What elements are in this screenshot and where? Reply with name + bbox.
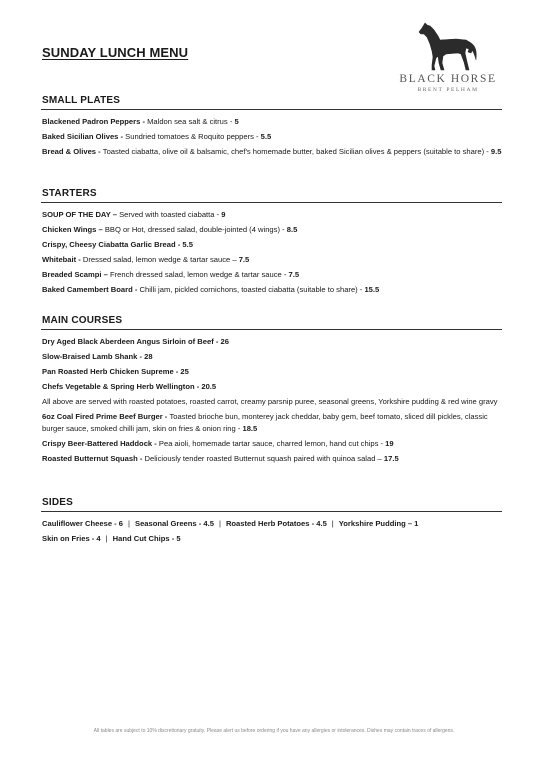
item-description: Dressed salad, lemon wedge & tartar sauce – bbox=[82, 255, 239, 264]
menu-item bbox=[42, 438, 502, 450]
item-price: 28 bbox=[144, 352, 153, 361]
main-courses-list bbox=[41, 330, 502, 464]
section-small-plates bbox=[41, 95, 502, 161]
menu-item bbox=[42, 131, 502, 143]
menu-item bbox=[42, 146, 502, 158]
side-item: Seasonal Greens - 4.5 bbox=[135, 519, 214, 528]
menu-item bbox=[42, 116, 502, 128]
menu-item bbox=[42, 254, 502, 266]
section-starters bbox=[41, 188, 502, 299]
footer-disclaimer: All tables are subject to 10% discretionary gratuity. Please alert us before ordering if you have any allergies or intolerances. Dishes may contain traces of allergens. bbox=[93, 728, 455, 734]
item-description: Pea aioli, homemade tartar sauce, charred lemon, hand cut chips - bbox=[158, 438, 386, 448]
item-name: Baked Camembert Board - bbox=[42, 285, 140, 294]
menu-item bbox=[42, 239, 502, 251]
logo-subtitle: BRENT PELHAM bbox=[417, 87, 479, 93]
menu-item bbox=[42, 366, 502, 378]
item-price: 8.5 bbox=[286, 225, 298, 234]
sides-list bbox=[41, 512, 502, 545]
item-description: Toasted brioche bun, monterey jack cheddar, baby gem, beef tomato, sliced dill pickles, classic burger sauce, smoked chilli jam, skin on fries & onion ring - bbox=[42, 412, 488, 433]
item-name: Blackened Padron Peppers - bbox=[42, 117, 148, 126]
side-item: Cauliflower Cheese - 6 bbox=[42, 519, 124, 528]
side-item: Yorkshire Pudding – 1 bbox=[338, 519, 419, 528]
menu-item bbox=[42, 209, 502, 221]
side-item: Skin on Fries - 4 bbox=[42, 534, 101, 543]
item-name: 6oz Coal Fired Prime Beef Burger - bbox=[42, 412, 170, 421]
item-price: 5.5 bbox=[260, 132, 272, 141]
item-name: Baked Sicilian Olives - bbox=[42, 132, 126, 141]
item-name: Slow-Braised Lamb Shank - bbox=[42, 352, 145, 361]
item-price: 7.5 bbox=[238, 255, 250, 264]
section-title: SMALL PLATES bbox=[41, 95, 502, 110]
side-item: Roasted Herb Potatoes - 4.5 bbox=[225, 519, 327, 528]
item-name: Chicken Wings – bbox=[42, 225, 105, 234]
item-name: Roasted Butternut Squash - bbox=[42, 453, 145, 463]
item-description: Served with toasted ciabatta - bbox=[119, 210, 222, 219]
item-price: 25 bbox=[180, 367, 189, 376]
logo-name: BLACK HORSE bbox=[399, 73, 497, 85]
item-name: Bread & Olives - bbox=[42, 147, 103, 156]
item-price: 15.5 bbox=[364, 285, 380, 294]
side-item: Hand Cut Chips - 5 bbox=[112, 534, 181, 543]
item-price: 9.5 bbox=[490, 147, 502, 156]
item-description: Toasted ciabatta, olive oil & balsamic, chef's homemade butter, baked Sicilian olives & peppers (suitable to share) - bbox=[102, 147, 491, 156]
menu-item bbox=[42, 269, 502, 281]
item-description: Sundried tomatoes & Roquito peppers - bbox=[125, 132, 261, 141]
item-price: 17.5 bbox=[383, 453, 399, 463]
starters-list bbox=[41, 203, 502, 296]
item-price: 7.5 bbox=[288, 270, 300, 279]
section-title: STARTERS bbox=[41, 188, 502, 203]
item-name: Breaded Scampi – bbox=[42, 270, 110, 279]
separator: | bbox=[218, 519, 221, 528]
item-price: 9 bbox=[221, 210, 226, 219]
item-name: Chefs Vegetable & Spring Herb Wellington - bbox=[42, 382, 202, 391]
section-title: MAIN COURSES bbox=[41, 315, 502, 330]
item-name: SOUP OF THE DAY – bbox=[42, 210, 120, 219]
item-price: 26 bbox=[220, 337, 229, 346]
separator: | bbox=[105, 534, 108, 543]
page-title: SUNDAY LUNCH MENU bbox=[42, 45, 189, 60]
menu-item bbox=[42, 351, 502, 363]
item-name: Crispy Beer-Battered Haddock - bbox=[42, 438, 159, 448]
item-name: Whitebait - bbox=[42, 255, 83, 264]
item-price: 20.5 bbox=[201, 382, 217, 391]
menu-item bbox=[42, 381, 502, 393]
item-description: Chilli jam, pickled cornichons, toasted ciabatta (suitable to share) - bbox=[139, 285, 365, 294]
menu-item bbox=[42, 453, 502, 465]
small-plates-list bbox=[41, 110, 502, 158]
item-name: Dry Aged Black Aberdeen Angus Sirloin of Beef - bbox=[42, 337, 221, 346]
sides-line bbox=[42, 533, 502, 545]
item-description: BBQ or Hot, dressed salad, double-jointed (4 wings) - bbox=[104, 225, 287, 234]
item-price: 19 bbox=[385, 438, 394, 448]
sides-line bbox=[42, 518, 502, 530]
item-description: French dressed salad, lemon wedge & tartar sauce - bbox=[109, 270, 289, 279]
separator: | bbox=[331, 519, 334, 528]
separator: | bbox=[128, 519, 131, 528]
menu-item bbox=[42, 284, 502, 296]
item-price: 5 bbox=[234, 117, 239, 126]
section-sides bbox=[41, 497, 502, 548]
item-name: Pan Roasted Herb Chicken Supreme - bbox=[42, 367, 181, 376]
item-description: Deliciously tender roasted Butternut squash paired with quinoa salad – bbox=[144, 453, 384, 463]
item-description: Maldon sea salt & citrus - bbox=[147, 117, 235, 126]
menu-item bbox=[42, 411, 502, 434]
horse-icon bbox=[416, 20, 480, 72]
main-courses-note: All above are served with roasted potatoes, roasted carrot, creamy parsnip puree, seasonal greens, Yorkshire pudding & red wine gravy bbox=[42, 397, 498, 406]
item-price: 18.5 bbox=[242, 423, 258, 433]
section-main-courses bbox=[41, 315, 502, 468]
black-horse-logo bbox=[388, 20, 508, 106]
item-name: Crispy, Cheesy Ciabatta Garlic Bread - bbox=[42, 240, 183, 249]
section-title: SIDES bbox=[41, 497, 502, 512]
menu-item bbox=[42, 224, 502, 236]
item-price: 5.5 bbox=[182, 240, 193, 249]
menu-item bbox=[42, 336, 502, 348]
